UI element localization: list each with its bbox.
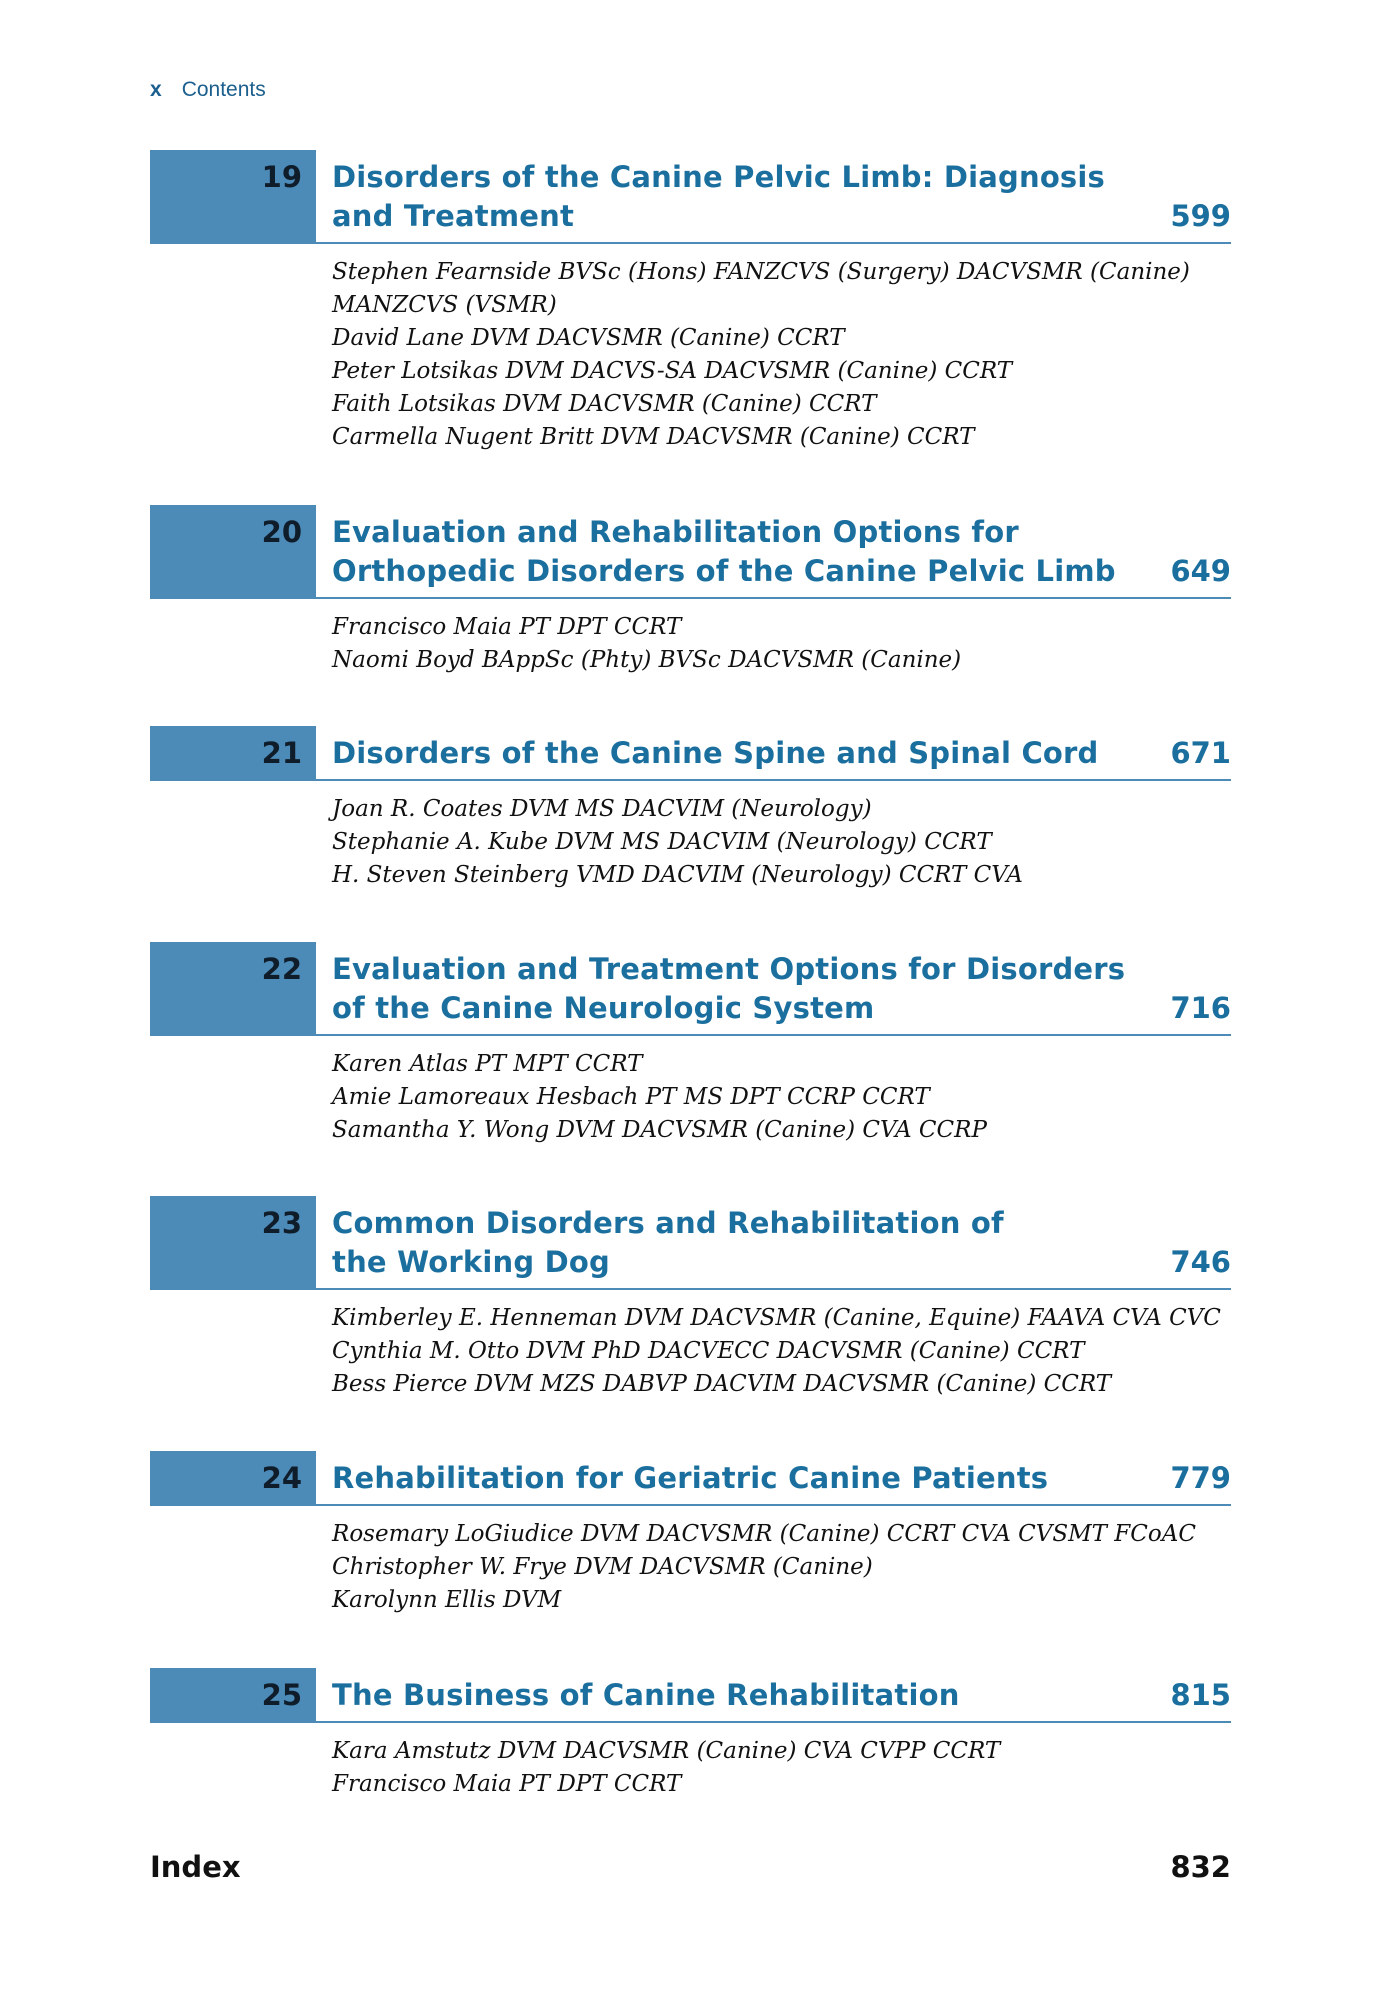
chapter-heading bbox=[150, 726, 1231, 781]
author-line: David Lane DVM DACVSMR (Canine) CCRT bbox=[332, 325, 845, 351]
chapter-authors bbox=[332, 1302, 1231, 1401]
chapter-number: 24 bbox=[150, 1451, 316, 1506]
chapter-title-link[interactable]: Rehabilitation for Geriatric Canine Patients bbox=[332, 1461, 1049, 1495]
chapter-page-number[interactable]: 716 bbox=[1170, 991, 1231, 1025]
chapter-number: 25 bbox=[150, 1668, 316, 1723]
chapter-number: 21 bbox=[150, 726, 316, 781]
author-line: Faith Lotsikas DVM DACVSMR (Canine) CCRT bbox=[332, 391, 877, 417]
chapter-heading bbox=[150, 505, 1231, 599]
chapter-number: 23 bbox=[150, 1196, 316, 1290]
chapter-entry-23 bbox=[150, 1196, 1231, 1401]
chapter-page-number[interactable]: 779 bbox=[1170, 1461, 1231, 1495]
chapter-heading bbox=[150, 1196, 1231, 1290]
author-line: Kimberley E. Henneman DVM DACVSMR (Canine, Equine) FAAVA CVA CVC bbox=[332, 1305, 1221, 1331]
author-line: H. Steven Steinberg VMD DACVIM (Neurology) CCRT CVA bbox=[332, 862, 1023, 888]
chapter-title-link[interactable]: Disorders of the Canine Spine and Spinal Cord bbox=[332, 736, 1099, 770]
chapter-entry-24 bbox=[150, 1451, 1231, 1617]
chapter-page-number[interactable]: 599 bbox=[1170, 199, 1231, 233]
index-entry[interactable] bbox=[150, 1850, 1231, 1884]
author-line: Bess Pierce DVM MZS DABVP DACVIM DACVSMR (Canine) CCRT bbox=[332, 1371, 1112, 1397]
author-line: Amie Lamoreaux Hesbach PT MS DPT CCRP CCRT bbox=[332, 1084, 930, 1110]
chapter-authors bbox=[332, 1518, 1231, 1617]
chapter-title-link[interactable]: Evaluation and Rehabilitation Options for Orthopedic Disorders of the Canine Pelvic Limb bbox=[332, 515, 1116, 588]
chapter-page-number[interactable]: 746 bbox=[1170, 1245, 1231, 1279]
author-line: Cynthia M. Otto DVM PhD DACVECC DACVSMR (Canine) CCRT bbox=[332, 1338, 1085, 1364]
chapter-heading bbox=[150, 1451, 1231, 1506]
chapter-number: 20 bbox=[150, 505, 316, 599]
chapter-number: 19 bbox=[150, 150, 316, 244]
author-line: Naomi Boyd BAppSc (Phty) BVSc DACVSMR (Canine) bbox=[332, 647, 962, 673]
chapter-title-link[interactable]: The Business of Canine Rehabilitation bbox=[332, 1678, 960, 1712]
index-label[interactable]: Index bbox=[150, 1850, 241, 1884]
author-line: Rosemary LoGiudice DVM DACVSMR (Canine) CCRT CVA CVSMT FCoAC bbox=[332, 1521, 1196, 1547]
author-line: Stephanie A. Kube DVM MS DACVIM (Neurology) CCRT bbox=[332, 829, 992, 855]
chapter-title-link[interactable]: Disorders of the Canine Pelvic Limb: Diagnosis and Treatment bbox=[332, 160, 1105, 233]
author-line: Francisco Maia PT DPT CCRT bbox=[332, 1771, 682, 1797]
chapter-entry-22 bbox=[150, 942, 1231, 1147]
author-line: Karen Atlas PT MPT CCRT bbox=[332, 1051, 643, 1077]
chapter-entry-19 bbox=[150, 150, 1231, 454]
page-folio: x bbox=[150, 78, 162, 101]
chapter-heading bbox=[150, 150, 1231, 244]
index-page-number[interactable]: 832 bbox=[1170, 1850, 1231, 1884]
chapter-title-link[interactable]: Common Disorders and Rehabilitation of the Working Dog bbox=[332, 1206, 1004, 1279]
running-head-title: Contents bbox=[181, 78, 266, 101]
author-line: Carmella Nugent Britt DVM DACVSMR (Canine) CCRT bbox=[332, 424, 975, 450]
author-line: Stephen Fearnside BVSc (Hons) FANZCVS (Surgery) DACVSMR (Canine) bbox=[332, 259, 1190, 285]
author-line: Joan R. Coates DVM MS DACVIM (Neurology) bbox=[332, 796, 872, 822]
chapter-number: 22 bbox=[150, 942, 316, 1036]
chapter-heading bbox=[150, 942, 1231, 1036]
chapter-entry-21 bbox=[150, 726, 1231, 892]
chapter-entry-20 bbox=[150, 505, 1231, 677]
chapter-entry-25 bbox=[150, 1668, 1231, 1801]
author-line: Christopher W. Frye DVM DACVSMR (Canine) bbox=[332, 1554, 873, 1580]
chapter-page-number[interactable]: 815 bbox=[1170, 1678, 1231, 1712]
chapter-authors bbox=[332, 1735, 1231, 1801]
author-line: Peter Lotsikas DVM DACVS-SA DACVSMR (Canine) CCRT bbox=[332, 358, 1013, 384]
chapter-page-number[interactable]: 649 bbox=[1170, 554, 1231, 588]
chapter-page-number[interactable]: 671 bbox=[1170, 736, 1231, 770]
chapter-authors bbox=[332, 611, 1231, 677]
author-line: Karolynn Ellis DVM bbox=[332, 1587, 562, 1613]
chapter-title-link[interactable]: Evaluation and Treatment Options for Disorders of the Canine Neurologic System bbox=[332, 952, 1126, 1025]
running-head bbox=[150, 78, 266, 102]
author-line: Samantha Y. Wong DVM DACVSMR (Canine) CVA CCRP bbox=[332, 1117, 987, 1143]
chapter-authors bbox=[332, 793, 1231, 892]
author-line: Francisco Maia PT DPT CCRT bbox=[332, 614, 682, 640]
chapter-heading bbox=[150, 1668, 1231, 1723]
chapter-authors bbox=[332, 1048, 1231, 1147]
chapter-authors bbox=[332, 256, 1231, 454]
author-line: Kara Amstutz DVM DACVSMR (Canine) CVA CVPP CCRT bbox=[332, 1738, 1001, 1764]
author-line: MANZCVS (VSMR) bbox=[332, 292, 557, 318]
